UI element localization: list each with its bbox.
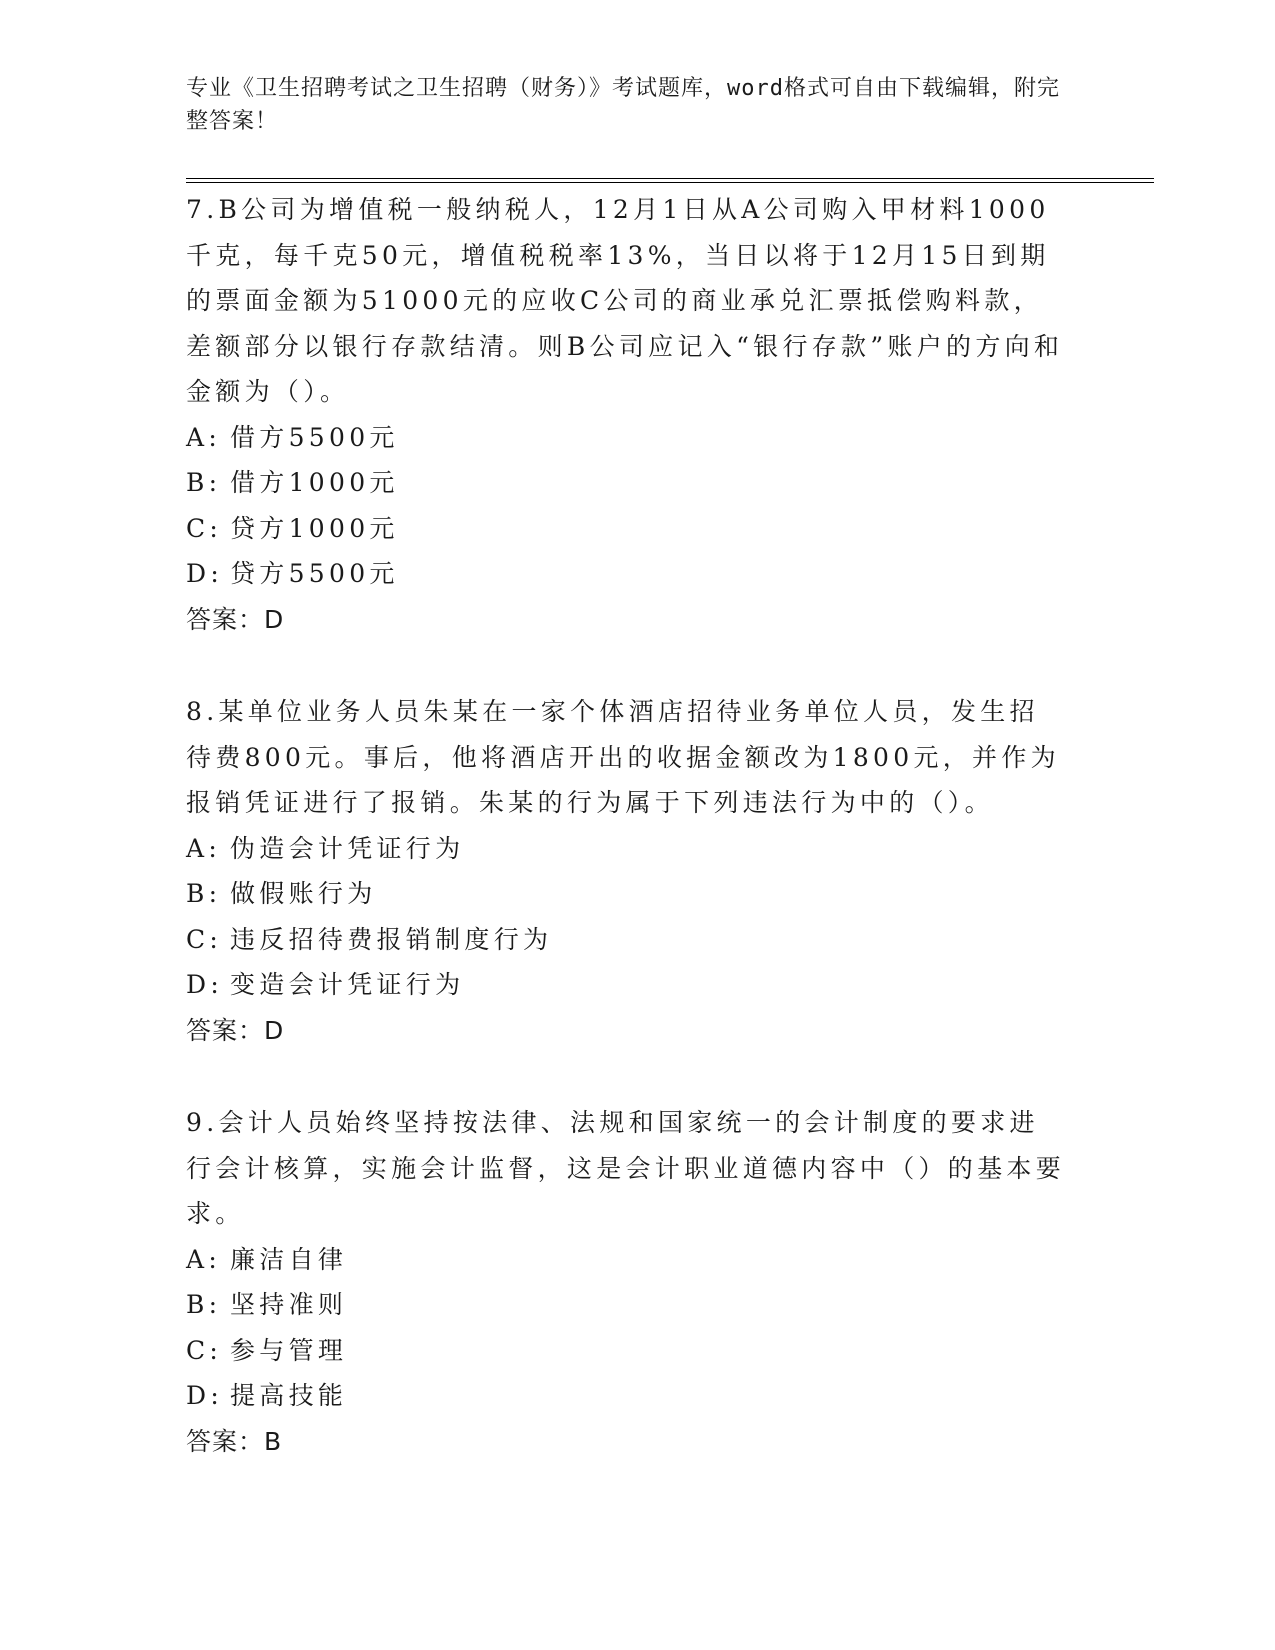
option-text: 贷方5500元 [230,559,399,588]
question-9 [186,1100,1066,1464]
option-text: 变造会计凭证行为 [230,970,465,999]
option-key: C: [186,513,223,543]
option-key: D: [186,1381,224,1410]
option-b [186,871,1066,917]
option-key: D: [186,559,224,588]
option-a [186,1237,1066,1283]
option-text: 借方1000元 [230,468,399,497]
answer-label: 答案：D [186,604,285,634]
question-8 [186,689,1066,1053]
option-c [186,917,1066,963]
question-7 [186,187,1066,642]
option-key: B: [186,468,222,497]
option-key: B: [186,879,222,908]
option-text: 做假账行为 [230,879,377,908]
option-text: 违反招待费报销制度行为 [230,924,553,954]
option-c [186,1328,1066,1374]
option-text: 贷方1000元 [230,513,399,543]
option-d [186,1373,1066,1419]
option-c [186,506,1066,552]
question-list [186,187,1066,1511]
question-text: 7.B公司为增值税一般纳税人，12月1日从A公司购入甲材料1000千克，每千克50元，增值税税率13%，当日以将于12月15日到期的票面金额为51000元的应收C公司的商业承兑汇票抵偿购料款，差额部分以银行存款结清。则B公司应记入“银行存款”账户的方向和金额为（）。 [186,195,1064,406]
option-key: C: [186,1335,223,1365]
header-divider [186,178,1154,183]
option-text: 廉洁自律 [230,1244,348,1274]
option-text: 坚持准则 [230,1290,348,1319]
option-d [186,962,1066,1008]
option-key: D: [186,970,224,999]
option-text: 提高技能 [230,1381,348,1410]
option-text: 借方5500元 [230,422,399,452]
answer-label: 答案：B [186,1426,283,1456]
option-key: C: [186,924,223,954]
option-d [186,551,1066,597]
option-text: 伪造会计凭证行为 [230,833,465,863]
question-text: 9.会计人员始终坚持按法律、法规和国家统一的会计制度的要求进行会计核算，实施会计监督，这是会计职业道德内容中（）的基本要求。 [186,1108,1066,1228]
answer-label: 答案：D [186,1015,285,1045]
option-text: 参与管理 [230,1335,348,1365]
option-b [186,1282,1066,1328]
option-key: A: [186,833,222,863]
option-key: A: [186,422,222,452]
option-key: B: [186,1290,222,1319]
option-b [186,460,1066,506]
document-header: 专业《卫生招聘考试之卫生招聘（财务）》考试题库，word格式可自由下载编辑，附完整答案！ [186,76,1060,134]
option-a [186,826,1066,872]
option-key: A: [186,1244,222,1274]
option-a [186,415,1066,461]
question-text: 8.某单位业务人员朱某在一家个体酒店招待业务单位人员，发生招待费800元。事后，他将酒店开出的收据金额改为1800元，并作为报销凭证进行了报销。朱某的行为属于下列违法行为中的（）。 [186,697,1060,817]
